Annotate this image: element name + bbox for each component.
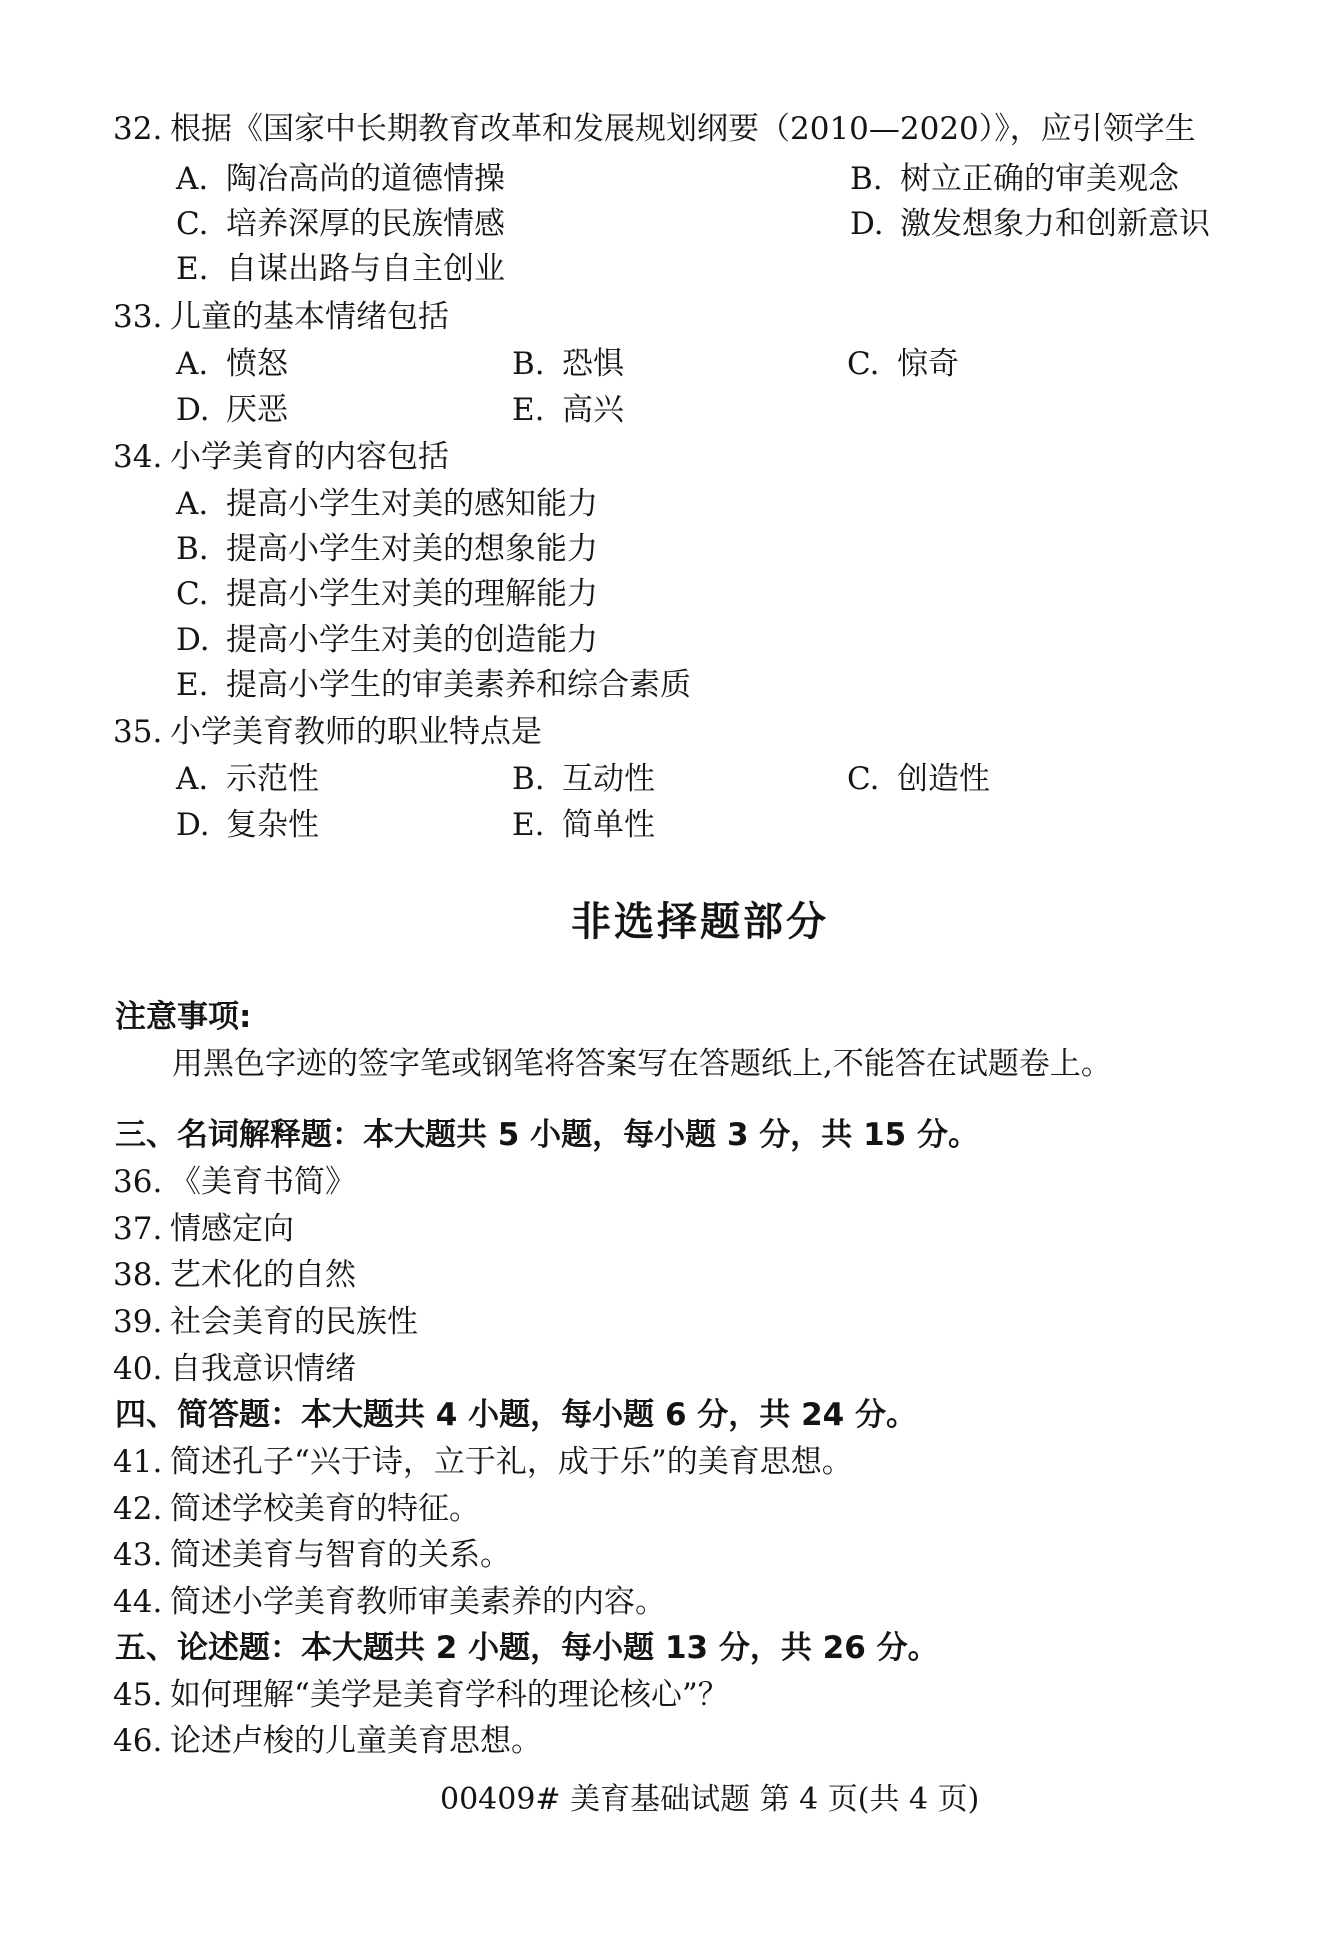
option-32-b-label: B. <box>850 161 883 197</box>
option-32-e <box>176 250 505 288</box>
question-34-text: 小学美育的内容包括 <box>170 439 449 475</box>
option-34-d <box>176 621 598 659</box>
option-32-a-text: 陶冶高尚的道德情操 <box>226 161 505 197</box>
question-37-number: 37. <box>113 1211 163 1247</box>
page-footer: 00409# 美育基础试题 第 4 页(共 4 页) <box>440 1782 980 1817</box>
question-43-number: 43. <box>113 1537 163 1573</box>
option-33-a-text: 愤怒 <box>226 346 288 382</box>
question-43 <box>113 1536 511 1574</box>
option-33-b-label: B. <box>512 346 545 382</box>
question-35-number: 35. <box>113 714 163 750</box>
question-36 <box>113 1163 356 1201</box>
question-44-text: 简述小学美育教师审美素养的内容。 <box>170 1584 666 1620</box>
option-33-e <box>512 391 624 429</box>
question-40-text: 自我意识情绪 <box>170 1351 356 1387</box>
question-44-number: 44. <box>113 1584 163 1620</box>
option-35-c-text: 创造性 <box>897 761 990 797</box>
option-32-a-label: A. <box>176 161 209 197</box>
option-34-e-text: 提高小学生的审美素养和综合素质 <box>226 667 691 703</box>
question-44 <box>113 1583 666 1621</box>
option-35-c-label: C. <box>847 761 880 797</box>
question-40 <box>113 1350 356 1388</box>
option-33-b-text: 恐惧 <box>562 346 624 382</box>
question-33-number: 33. <box>113 299 163 335</box>
option-34-e <box>176 666 691 704</box>
question-32-number: 32. <box>113 111 163 147</box>
option-32-b-text: 树立正确的审美观念 <box>900 161 1179 197</box>
question-32 <box>113 110 1196 148</box>
question-38 <box>113 1256 356 1294</box>
option-35-c <box>847 760 990 798</box>
question-45-text: 如何理解“美学是美育学科的理论核心”？ <box>170 1677 729 1713</box>
question-46 <box>113 1722 542 1760</box>
option-32-e-label: E. <box>176 251 209 287</box>
question-34 <box>113 438 449 476</box>
question-42-text: 简述学校美育的特征。 <box>170 1491 480 1527</box>
notice-title: 注意事项: <box>115 999 252 1035</box>
question-42 <box>113 1490 480 1528</box>
option-33-c <box>847 345 959 383</box>
section-3-title: 三、名词解释题：本大题共 5 小题，每小题 3 分，共 15 分。 <box>115 1117 980 1153</box>
question-35 <box>113 713 542 751</box>
option-33-a <box>176 345 288 383</box>
question-38-number: 38. <box>113 1257 163 1293</box>
option-35-b <box>512 760 655 798</box>
option-35-b-text: 互动性 <box>562 761 655 797</box>
option-32-d-text: 激发想象力和创新意识 <box>900 206 1210 242</box>
question-38-text: 艺术化的自然 <box>170 1257 356 1293</box>
option-33-b <box>512 345 624 383</box>
option-34-a <box>176 485 598 523</box>
option-35-e-text: 简单性 <box>562 807 655 843</box>
option-33-a-label: A. <box>176 346 209 382</box>
option-34-a-label: A. <box>176 486 209 522</box>
question-39-number: 39. <box>113 1304 163 1340</box>
question-37 <box>113 1210 294 1248</box>
question-41-text: 简述孔子“兴于诗，立于礼，成于乐”的美育思想。 <box>170 1444 853 1480</box>
option-33-c-text: 惊奇 <box>897 346 959 382</box>
option-32-c <box>176 205 505 243</box>
option-35-a <box>176 760 319 798</box>
option-33-d-label: D. <box>176 392 210 428</box>
question-39 <box>113 1303 418 1341</box>
question-33 <box>113 298 449 336</box>
option-34-b-label: B. <box>176 531 209 567</box>
option-32-d <box>850 205 1210 243</box>
question-42-number: 42. <box>113 1491 163 1527</box>
option-34-b-text: 提高小学生对美的想象能力 <box>226 531 598 567</box>
question-40-number: 40. <box>113 1351 163 1387</box>
option-35-d-text: 复杂性 <box>226 807 319 843</box>
question-46-number: 46. <box>113 1723 163 1759</box>
option-35-e-label: E. <box>512 807 545 843</box>
question-41-number: 41. <box>113 1444 163 1480</box>
option-34-b <box>176 530 598 568</box>
option-34-d-label: D. <box>176 622 210 658</box>
question-39-text: 社会美育的民族性 <box>170 1304 418 1340</box>
option-33-e-label: E. <box>512 392 545 428</box>
question-35-text: 小学美育教师的职业特点是 <box>170 714 542 750</box>
question-37-text: 情感定向 <box>170 1211 294 1247</box>
option-34-a-text: 提高小学生对美的感知能力 <box>226 486 598 522</box>
question-43-text: 简述美育与智育的关系。 <box>170 1537 511 1573</box>
option-35-a-text: 示范性 <box>226 761 319 797</box>
option-33-d <box>176 391 288 429</box>
option-32-d-label: D. <box>850 206 884 242</box>
question-33-text: 儿童的基本情绪包括 <box>170 299 449 335</box>
option-32-b <box>850 160 1179 198</box>
question-36-text: 《美育书简》 <box>170 1164 356 1200</box>
question-36-number: 36. <box>113 1164 163 1200</box>
question-41 <box>113 1443 853 1481</box>
section-4-title: 四、简答题：本大题共 4 小题，每小题 6 分，共 24 分。 <box>115 1397 918 1433</box>
option-32-a <box>176 160 505 198</box>
option-35-e <box>512 806 655 844</box>
option-32-e-text: 自谋出路与自主创业 <box>226 251 505 287</box>
option-34-e-label: E. <box>176 667 209 703</box>
question-46-text: 论述卢梭的儿童美育思想。 <box>170 1723 542 1759</box>
section-5-title: 五、论述题：本大题共 2 小题，每小题 13 分，共 26 分。 <box>115 1630 939 1666</box>
option-35-d-label: D. <box>176 807 210 843</box>
option-34-d-text: 提高小学生对美的创造能力 <box>226 622 598 658</box>
option-34-c-text: 提高小学生对美的理解能力 <box>226 576 598 612</box>
option-35-a-label: A. <box>176 761 209 797</box>
option-33-d-text: 厌恶 <box>226 392 288 428</box>
question-34-number: 34. <box>113 439 163 475</box>
question-45 <box>113 1676 729 1714</box>
question-45-number: 45. <box>113 1677 163 1713</box>
option-32-c-text: 培养深厚的民族情感 <box>226 206 505 242</box>
notice-body: 用黑色字迹的签字笔或钢笔将答案写在答题纸上,不能答在试题卷上。 <box>172 1046 1112 1082</box>
option-35-d <box>176 806 319 844</box>
option-33-c-label: C. <box>847 346 880 382</box>
option-34-c-label: C. <box>176 576 209 612</box>
option-32-c-label: C. <box>176 206 209 242</box>
option-34-c <box>176 575 598 613</box>
section-heading: 非选择题部分 <box>571 899 829 945</box>
option-33-e-text: 高兴 <box>562 392 624 428</box>
option-35-b-label: B. <box>512 761 545 797</box>
question-32-text: 根据《国家中长期教育改革和发展规划纲要（2010—2020）》，应引领学生 <box>170 111 1196 147</box>
